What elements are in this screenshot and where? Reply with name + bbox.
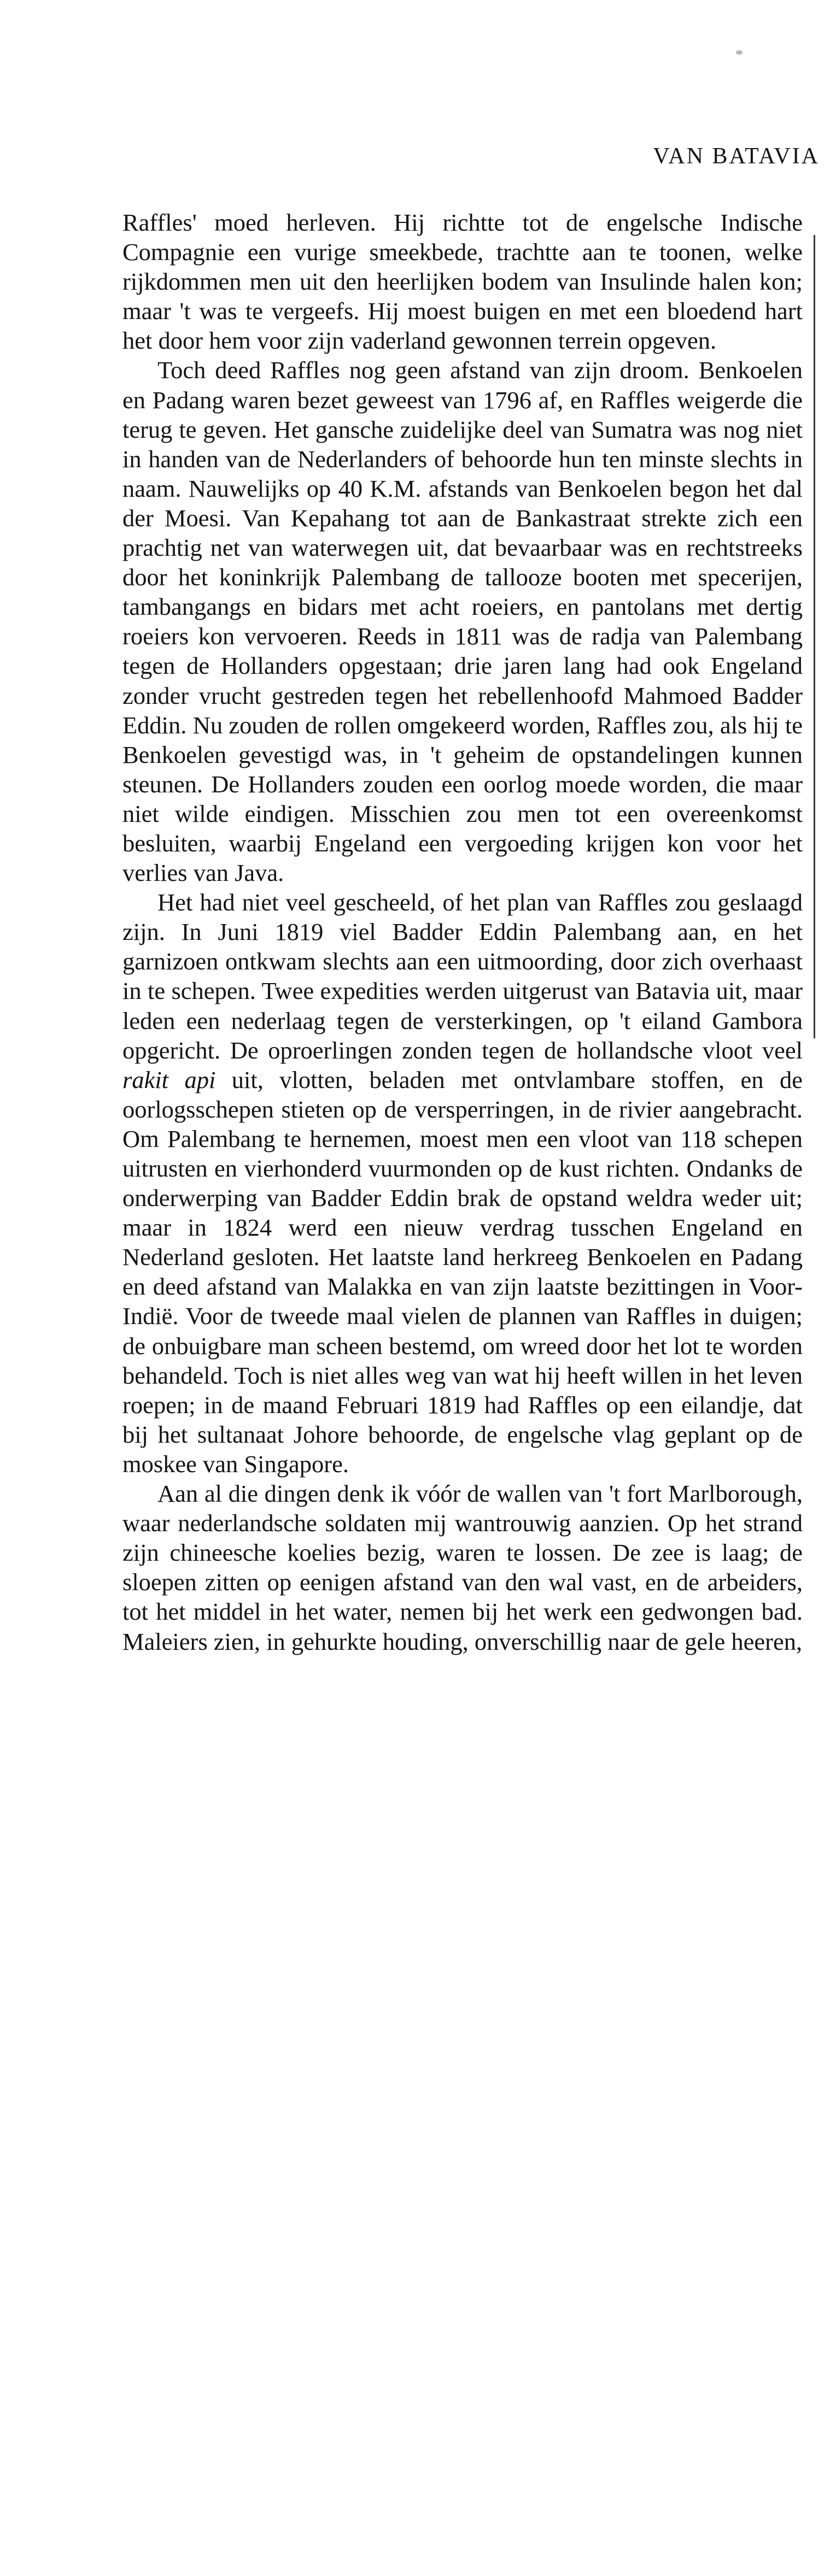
- page-body: [122, 208, 803, 1656]
- paragraph-3-italic-term: rakit api: [122, 1066, 216, 1093]
- paragraph-4: [122, 1479, 803, 1656]
- paragraph-1-text: Raffles' moed herleven. Hij richtte tot de engelsche Indische Compagnie een vurige smeekbede, trachtte aan te toonen, welke rijkdommen men uit den heerlijken bodem van Insulinde halen kon; maar 't was te vergeefs. Hij moest buigen en met een bloedend hart het door hem voor zijn vaderland gewonnen terrein opgeven.: [122, 209, 803, 355]
- paragraph-2: [122, 355, 803, 887]
- paper-smudge: [736, 50, 743, 55]
- paragraph-3-text-b: uit, vlotten, beladen met ontvlambare stoffen, en de oorlogsschepen stieten op de versperringen, in de rivier aangebracht. Om Palembang te hernemen, moest men een vloot van 118 schepen uitrusten en vierhonderd vuurmonden op de kust richten. Ondanks de onderwerping van Badder Eddin brak de opstand weldra weder uit; maar in 1824 werd een nieuw verdrag tusschen Engeland en Nederland gesloten. Het laatste land herkreeg Benkoelen en Padang en deed afstand van Malakka en van zijn laatste bezittingen in Voor-Indië. Voor de tweede maal vielen de plannen van Raffles in duigen; de onbuigbare man scheen bestemd, om wreed door het lot te worden behandeld. Toch is niet alles weg van wat hij heeft willen in het leven roepen; in de maand Februari 1819 had Raffles op een eilandje, dat bij het sultanaat Johore behoorde, de engelsche vlag geplant op de moskee van Singapore.: [122, 1066, 803, 1478]
- paragraph-3-text-a: Het had niet veel gescheeld, of het plan van Raffles zou geslaagd zijn. In Juni 1819 viel Badder Eddin Palembang aan, en het garnizoen ontkwam slechts aan een uitmoording, door zich overhaast in te schepen. Twee expedities werden uitgerust van Batavia uit, maar leden een nederlaag tegen de versterkingen, op 't eiland Gambora opgericht. De oproerlingen zonden tegen de hollandsche vloot veel: [122, 889, 803, 1064]
- paragraph-3: [122, 887, 803, 1479]
- paragraph-4-text: Aan al die dingen denk ik vóór de wallen van 't fort Marlborough, waar nederlandsche soldaten mij wantrouwig aanzien. Op het strand zijn chineesche koelies bezig, waren te lossen. De zee is laag; de sloepen zitten op eenigen afstand van den wal vast, en de arbeiders, tot het middel in het water, nemen bij het werk een gedwongen bad. Maleiers zien, in gehurkte houding, onverschillig naar de gele heeren,: [122, 1480, 803, 1655]
- running-head: VAN BATAVIA: [653, 144, 820, 169]
- paragraph-2-text: Toch deed Raffles nog geen afstand van zijn droom. Benkoelen en Padang waren bezet geweest van 1796 af, en Raffles weigerde die terug te geven. Het gansche zuidelijke deel van Sumatra was nog niet in handen van de Nederlanders of behoorde hun ten minste slechts in naam. Nauwelijks op 40 K.M. afstands van Benkoelen begon het dal der Moesi. Van Kepahang tot aan de Bankastraat strekte zich een prachtig net van waterwegen uit, dat bevaarbaar was en rechtstreeks door het koninkrijk Palembang de tallooze booten met specerijen, tambangangs en bidars met acht roeiers, en pantolans met dertig roeiers kon vervoeren. Reeds in 1811 was de radja van Palembang tegen de Hollanders opgestaan; drie jaren lang had ook Engeland zonder vrucht gestreden tegen het rebellenhoofd Mahmoed Badder Eddin. Nu zouden de rollen omgekeerd worden, Raffles zou, als hij te Benkoelen gevestigd was, in 't geheim de opstandelingen kunnen steunen. De Hollanders zouden een oorlog moede worden, die maar niet wilde eindigen. Misschien zou men tot een overeenkomst besluiten, waarbij Engeland een vergoeding krijgen kon voor het verlies van Java.: [122, 356, 803, 887]
- margin-rule: [814, 235, 815, 1038]
- paragraph-1: [122, 208, 803, 355]
